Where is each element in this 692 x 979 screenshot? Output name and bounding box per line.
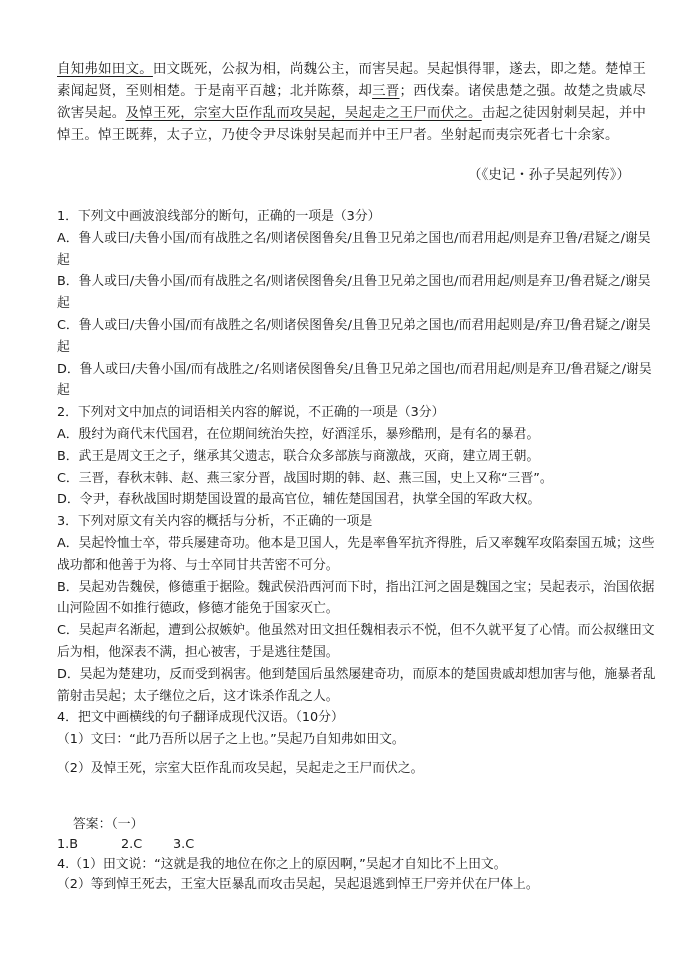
dotted-term-sanjin: 三晋 bbox=[372, 83, 400, 99]
answer-4-item-1: 4.（1）田文说：“这就是我的地位在你之上的原因啊，”吴起才自知比不上田文。 bbox=[57, 857, 507, 872]
question-2-option-b: B．武王是周文王之子，继承其父遗志，联合众多部族与商激战，灭商，建立周王朝。 bbox=[57, 448, 540, 464]
question-3-option-a: A．吴起怜恤士卒，带兵屡建奇功。他本是卫国人，先是率鲁军抗齐得胜，后又率魏军攻陷秦国五城；这些战功都和他善于为将、与士卒同甘共苦密不可分。 bbox=[57, 535, 655, 573]
answers-choices bbox=[57, 835, 657, 855]
underlined-sentence-2: 及悼王死，宗室大臣作乱而攻吴起，吴起走之王尸而伏之。 bbox=[125, 105, 482, 121]
passage-source: （《史记・孙子吴起列传》） bbox=[468, 167, 630, 183]
question-4-item-2: （2）及悼王死，宗室大臣作乱而攻吴起，吴起走之王尸而伏之。 bbox=[57, 761, 424, 776]
passage-text bbox=[57, 58, 657, 146]
question-3-option-b: B．吴起劝告魏侯，修德重于据险。魏武侯沿西河而下时，指出江河之固是魏国之宝；吴起表示，治国依据山河险固不如推行德政，修德才能免于国家灭亡。 bbox=[57, 579, 655, 617]
question-1: 1．下列文中画波浪线部分的断句，正确的一项是（3分） bbox=[57, 209, 381, 224]
answer-3: 3.C bbox=[173, 837, 195, 852]
question-4-item-1: （1）文曰：“此乃吾所以居子之上也。”吴起乃自知弗如田文。 bbox=[57, 732, 405, 748]
questions-block bbox=[57, 206, 657, 751]
question-3-option-c: C．吴起声名渐起，遭到公叔嫉妒。他虽然对田文担任魏相表示不悦，但不久就平复了心情。而公叔继田文后为相，他深表不满，担心被害，于是逃往楚国。 bbox=[57, 623, 655, 660]
question-4-item-2-block bbox=[57, 758, 657, 780]
question-2: 2．下列对文中加点的词语相关内容的解说，不正确的一项是（3分） bbox=[57, 405, 445, 421]
answers-block bbox=[57, 815, 657, 895]
answers-header: 答案：（一） bbox=[73, 817, 144, 832]
answer-1: 1.B bbox=[57, 837, 78, 852]
question-1-option-c: C．鲁人或曰/夫鲁小国/而有战胜之名/则诸侯图鲁矣/且鲁卫兄弟之国也/而君用起则是/弃卫/鲁君疑之/谢吴起 bbox=[57, 317, 651, 355]
question-1-option-a: A．鲁人或曰/夫鲁小国/而有战胜之名/则诸侯图鲁矣/且鲁卫兄弟之国也/而君用起/则是弃卫鲁/君疑之/谢吴起 bbox=[57, 230, 651, 268]
question-1-option-b: B．鲁人或曰/夫鲁小国/而有战胜之名/则诸侯图鲁矣/且鲁卫兄弟之国也/而君用起/则是弃卫/鲁君疑之/谢吴起 bbox=[57, 274, 651, 312]
passage-part-a: 田文既死，公叔为相，尚魏公主，而害吴起。吴起惧得罪，遂去，即之楚。楚悼王素闻起贤，至则相楚。于是南平百越；北并陈蔡，却 bbox=[57, 61, 647, 99]
answer-2: 2.C bbox=[121, 837, 143, 852]
passage-paragraph bbox=[57, 58, 657, 146]
question-3: 3．下列对原文有关内容的概括与分析，不正确的一项是 bbox=[57, 514, 373, 530]
passage-part-c: 击起之徒因射刺吴起，并中悼王。悼王既葬，太子立，乃使令尹尽诛射吴起而并中王尸者。坐射起而夷宗死者七十余家。 bbox=[57, 105, 647, 143]
question-1-option-d: D．鲁人或曰/夫鲁小国/而有战胜之/名则诸侯图鲁矣/且鲁卫兄弟之国也/而君用起/则是弃卫/鲁君疑之/谢吴起 bbox=[57, 361, 652, 399]
question-2-option-c: C．三晋，春秋末韩、赵、燕三家分晋，战国时期的韩、赵、燕三国，史上又称“三晋”。 bbox=[57, 470, 553, 486]
question-4: 4．把文中画横线的句子翻译成现代汉语。（10分） bbox=[57, 710, 344, 726]
underlined-sentence-1: 自知弗如田文。 bbox=[57, 61, 153, 77]
question-3-option-d: D．吴起为楚建功，反而受到祸害。他到楚国后虽然屡建奇功，而原本的楚国贵戚却想加害与他，施暴者乱箭射击吴起；太子继位之后，这才诛杀作乱之人。 bbox=[57, 666, 656, 704]
question-2-option-a: A．殷纣为商代末代国君，在位期间统治失控，好酒淫乐，暴殄酷刑，是有名的暴君。 bbox=[57, 426, 540, 442]
passage-part-b: ；西伐秦。诸侯患楚之强。故楚之贵戚尽欲害吴起。 bbox=[57, 83, 647, 121]
answer-4-item-2: （2）等到悼王死去，王室大臣暴乱而攻击吴起，吴起退逃到悼王尸旁并伏在尸体上。 bbox=[57, 877, 539, 892]
question-2-option-d: D．令尹，春秋战国时期楚国设置的最高官位，辅佐楚国国君，执掌全国的军政大权。 bbox=[57, 492, 541, 508]
